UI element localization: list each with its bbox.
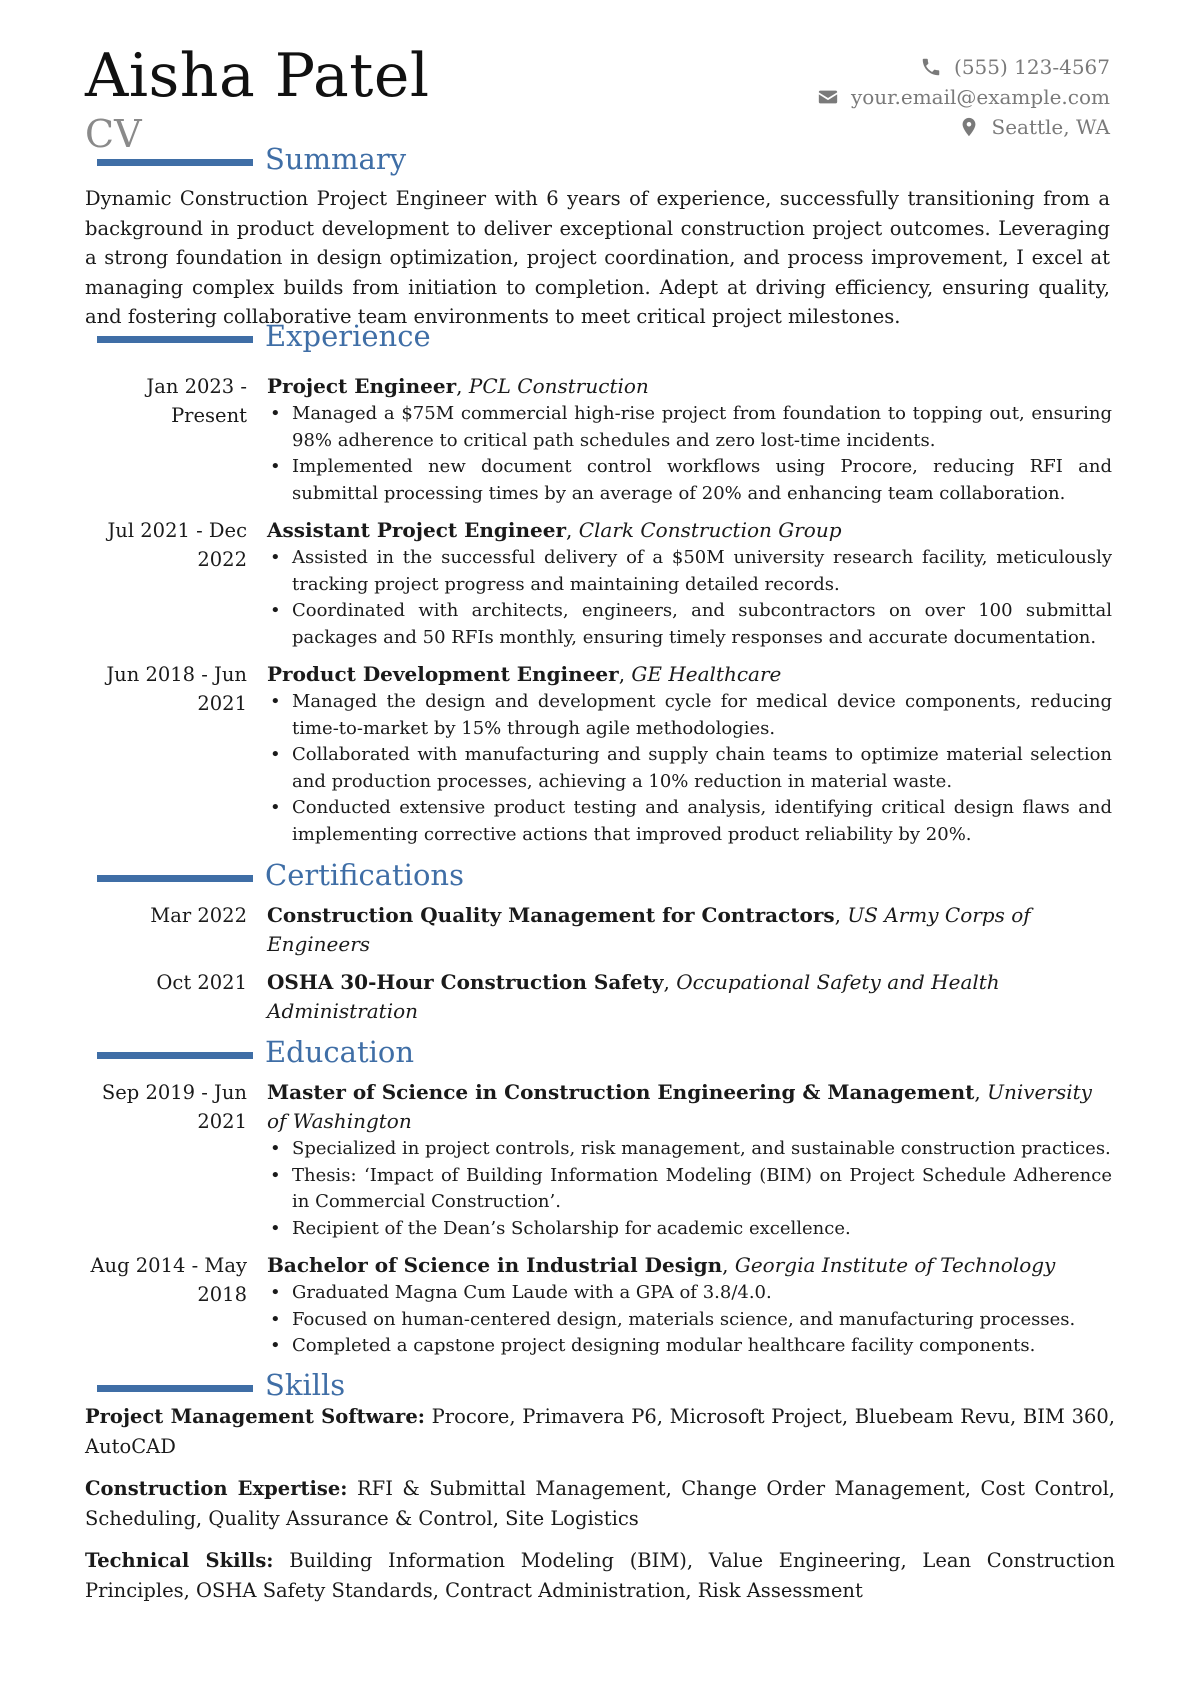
entry-heading: Assistant Project Engineer, Clark Construction Group <box>267 518 842 542</box>
entry-body <box>267 1251 1112 1360</box>
list-item: • Managed the design and development cycle for medical device components, reducing time-to-market by 15% through agile methodologies. <box>292 689 1112 742</box>
skill-group <box>85 1402 1115 1461</box>
list-item: • Assisted in the successful delivery of a $50M university research facility, meticulously tracking project progress and maintaining detailed records. <box>292 545 1112 598</box>
entry-body <box>267 660 1112 848</box>
entry-heading: Product Development Engineer, GE Healthcare <box>267 662 782 686</box>
list-item: • Managed a $75M commercial high-rise project from foundation to topping out, ensuring 98% adherence to critical path schedules and zero lost-time incidents. <box>292 401 1112 454</box>
section-rule <box>97 159 253 166</box>
section-skills-heading <box>97 1367 1117 1403</box>
map-pin-icon <box>958 116 980 138</box>
list-item: • Collaborated with manufacturing and supply chain teams to optimize material selection and production processes, achieving a 10% reduction in material waste. <box>292 742 1112 795</box>
entry-bullets <box>267 1136 1112 1242</box>
section-rule <box>97 1052 253 1059</box>
section-experience-heading <box>97 318 1117 354</box>
entry-organization: US Army Corps of Engineers <box>267 903 1031 956</box>
phone-icon <box>920 56 942 78</box>
section-certifications-title: Certifications <box>265 858 464 892</box>
entry-role: Assistant Project Engineer <box>267 518 566 542</box>
entry-heading: Project Engineer, PCL Construction <box>267 374 649 398</box>
entry-date: Oct 2021 <box>156 971 247 994</box>
summary-text: Dynamic Construction Project Engineer with 6 years of experience, successfully transitioning from a background in product development to deliver exceptional construction project outcomes. Leveraging a strong foundation in design optimization, project coordination, and process improvement, I excel at managing complex builds from initiation to completion. Adept at driving efficiency, ensuring quality, and fostering collaborative team environments to meet critical project milestones. <box>85 187 1110 328</box>
entry-bullets <box>267 1280 1112 1360</box>
phone-text: (555) 123-4567 <box>954 55 1110 79</box>
list-item: • Coordinated with architects, engineers, and subcontractors on over 100 submittal packages and 50 RFIs monthly, ensuring timely responses and accurate documentation. <box>292 598 1112 651</box>
entry-bullets <box>267 545 1112 651</box>
entry-heading: Master of Science in Construction Engineering & Management, University of Washington <box>267 1080 1092 1133</box>
list-item: • Implemented new document control workflows using Procore, reducing RFI and submittal processing times by an average of 20% and enhancing team collaboration. <box>292 454 1112 507</box>
contact-phone <box>817 52 1110 82</box>
entry-bullets <box>267 401 1112 507</box>
section-summary-heading <box>97 141 1117 177</box>
section-education-heading <box>97 1034 1117 1070</box>
skill-values: Procore, Primavera P6, Microsoft Project, Bluebeam Revu, BIM 360, AutoCAD <box>85 1405 1116 1458</box>
section-education-title: Education <box>265 1035 415 1069</box>
skill-category: Construction Expertise: <box>85 1477 348 1500</box>
skill-values: RFI & Submittal Management, Change Order Management, Cost Control, Scheduling, Quality Assurance & Control, Site Logistics <box>85 1477 1115 1530</box>
entry-organization: Clark Construction Group <box>578 518 842 542</box>
email-link[interactable]: your.email@example.com <box>850 85 1110 109</box>
entry-heading: Construction Quality Management for Contractors, US Army Corps of Engineers <box>267 903 1031 956</box>
section-skills-title: Skills <box>265 1368 346 1402</box>
skill-category: Technical Skills: <box>85 1549 274 1572</box>
entry-role: Product Development Engineer <box>267 662 619 686</box>
contact-block <box>817 52 1110 142</box>
entry-date: Jul 2021 - Dec 2022 <box>107 519 247 571</box>
entry-organization: PCL Construction <box>468 374 649 398</box>
list-item: • Focused on human-centered design, materials science, and manufacturing processes. <box>292 1307 1112 1334</box>
entry-date: Jan 2023 - Present <box>146 375 247 427</box>
list-item: • Completed a capstone project designing modular healthcare facility components. <box>292 1333 1112 1360</box>
section-rule <box>97 875 253 882</box>
section-rule <box>97 1385 253 1392</box>
entry-organization: Georgia Institute of Technology <box>734 1253 1056 1277</box>
entry-body <box>267 1078 1112 1242</box>
entry-date: Sep 2019 - Jun 2021 <box>101 1081 247 1133</box>
list-item: • Graduated Magna Cum Laude with a GPA of 3.8/4.0. <box>292 1280 1112 1307</box>
list-item: • Conducted extensive product testing and analysis, identifying critical design flaws and implementing corrective actions that improved product reliability by 20%. <box>292 795 1112 848</box>
location-text: Seattle, WA <box>991 115 1110 139</box>
entry-date: Jun 2018 - Jun 2021 <box>106 663 247 715</box>
section-certifications-heading <box>97 857 1117 893</box>
contact-email <box>817 82 1110 112</box>
entry-role: Construction Quality Management for Contractors <box>267 903 835 927</box>
entry-body <box>267 372 1112 507</box>
entry-heading: Bachelor of Science in Industrial Design, Georgia Institute of Technology <box>267 1253 1056 1277</box>
entry-heading: OSHA 30-Hour Construction Safety, Occupational Safety and Health Administration <box>267 970 1000 1023</box>
list-item: • Recipient of the Dean’s Scholarship for academic excellence. <box>292 1216 1112 1243</box>
entry-bullets <box>267 689 1112 848</box>
entry-body <box>267 901 1112 959</box>
entry-role: Bachelor of Science in Industrial Design <box>267 1253 723 1277</box>
list-item: • Specialized in project controls, risk management, and sustainable construction practices. <box>292 1136 1112 1163</box>
entry-date: Aug 2014 - May 2018 <box>90 1254 247 1306</box>
section-rule <box>97 336 253 343</box>
skill-values: Building Information Modeling (BIM), Value Engineering, Lean Construction Principles, OSHA Safety Standards, Contract Administration, Risk Assessment <box>85 1549 1116 1602</box>
entry-body <box>267 516 1112 651</box>
entry-organization: GE Healthcare <box>631 662 782 686</box>
entry-role: Project Engineer <box>267 374 457 398</box>
entry-role: OSHA 30-Hour Construction Safety <box>267 970 664 994</box>
skill-group <box>85 1546 1115 1605</box>
entry-organization: Occupational Safety and Health Administration <box>267 970 1000 1023</box>
section-experience-title: Experience <box>265 319 431 353</box>
candidate-name: Aisha Patel <box>85 41 430 111</box>
envelope-icon <box>817 86 839 108</box>
list-item: • Thesis: ‘Impact of Building Information Modeling (BIM) on Project Schedule Adherence in Commercial Construction’. <box>292 1163 1112 1216</box>
document-subtitle: CV <box>85 112 142 156</box>
skill-category: Project Management Software: <box>85 1405 425 1428</box>
entry-body <box>267 968 1112 1026</box>
contact-location <box>817 112 1110 142</box>
skill-group <box>85 1474 1115 1533</box>
entry-date: Mar 2022 <box>150 904 247 927</box>
section-summary-title: Summary <box>265 142 407 176</box>
entry-organization: University of Washington <box>267 1080 1092 1133</box>
entry-role: Master of Science in Construction Engineering & Management <box>267 1080 975 1104</box>
